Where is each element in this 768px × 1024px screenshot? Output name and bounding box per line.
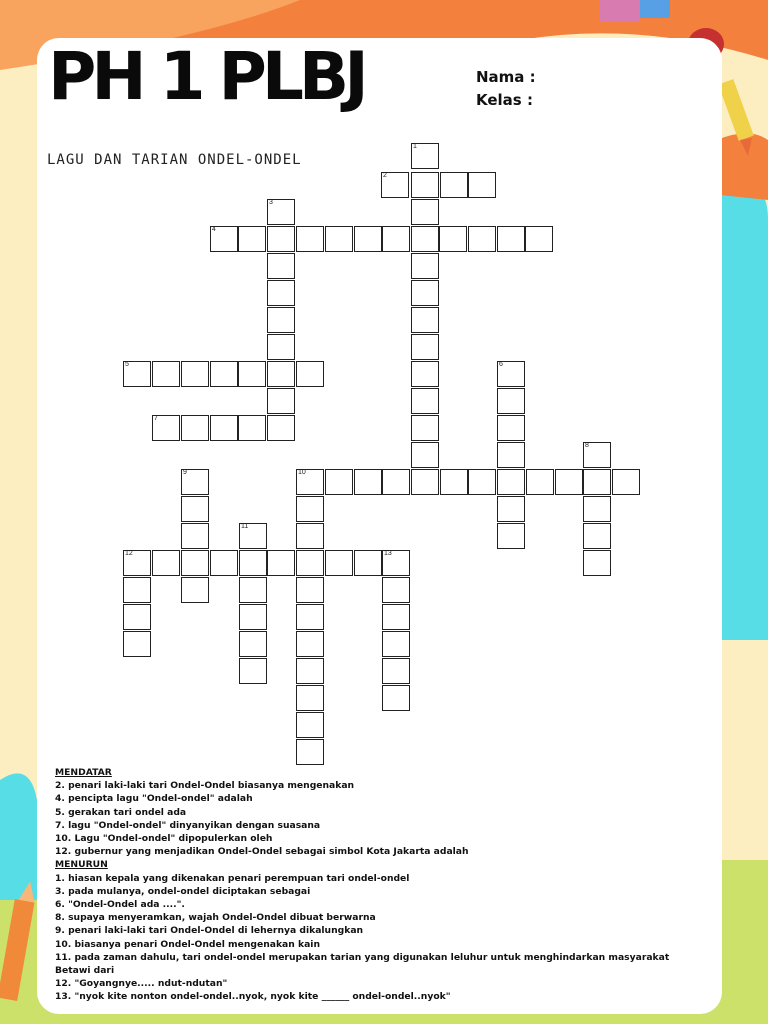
crossword-cell[interactable] [411, 172, 439, 198]
crossword-cell[interactable] [382, 550, 410, 576]
crossword-cell[interactable] [123, 631, 151, 657]
crossword-cell[interactable] [382, 685, 410, 711]
worksheet-subtitle: LAGU DAN TARIAN ONDEL-ONDEL [47, 152, 302, 168]
crossword-cell[interactable] [239, 523, 267, 549]
crossword-cell[interactable] [239, 604, 267, 630]
crossword-cell[interactable] [296, 712, 324, 738]
clue-number: 7 [154, 415, 158, 422]
clue-number: 13 [384, 550, 392, 557]
crossword-cell[interactable] [296, 631, 324, 657]
crossword-cell[interactable] [526, 469, 554, 495]
crossword-cell[interactable] [152, 361, 180, 387]
crossword-cell[interactable] [382, 577, 410, 603]
crossword-cell[interactable] [210, 361, 238, 387]
crossword-cell[interactable] [440, 172, 468, 198]
crossword-cell[interactable] [382, 604, 410, 630]
clue-number: 12 [125, 550, 133, 557]
crossword-cell[interactable] [555, 469, 583, 495]
crossword-cell[interactable] [267, 226, 295, 252]
crossword-cell[interactable] [583, 496, 611, 522]
crossword-cell[interactable] [612, 469, 640, 495]
crossword-cell[interactable] [267, 334, 295, 360]
crossword-cell[interactable] [181, 469, 209, 495]
crossword-cell[interactable] [181, 523, 209, 549]
crossword-cell[interactable] [296, 226, 324, 252]
crossword-cell[interactable] [468, 226, 496, 252]
crossword-cell[interactable] [440, 469, 468, 495]
crossword-cell[interactable] [267, 550, 295, 576]
crossword-cell[interactable] [296, 739, 324, 765]
clue-item: 11. pada zaman dahulu, tari ondel-ondel merupakan tarian yang digunakan leluhur untuk menghindarkan masyarakat Betawi dari [55, 951, 670, 977]
menurun-heading: MENURUN [55, 859, 108, 871]
clue-number: 8 [585, 442, 589, 449]
crossword-cell[interactable] [583, 442, 611, 468]
crossword-cell[interactable] [382, 658, 410, 684]
clue-item: 12. gubernur yang menjadikan Ondel-Ondel sebagai simbol Kota Jakarta adalah [55, 846, 469, 858]
clue-item: 5. gerakan tari ondel ada [55, 806, 187, 818]
clue-item: 7. lagu "Ondel-ondel" dinyanyikan dengan suasana [55, 819, 321, 831]
crossword-cell[interactable] [239, 658, 267, 684]
student-info [476, 66, 536, 112]
crossword-cell[interactable] [296, 469, 324, 495]
crossword-cell[interactable] [497, 415, 525, 441]
clue-number: 6 [499, 361, 503, 368]
clue-item: 1. hiasan kepala yang dikenakan penari perempuan tari ondel-ondel [55, 872, 410, 884]
clue-number: 4 [212, 226, 216, 233]
crossword-cell[interactable] [325, 469, 353, 495]
crossword-cell[interactable] [411, 253, 439, 279]
crossword-cell[interactable] [267, 415, 295, 441]
clue-item: 10. biasanya penari Ondel-Ondel mengenakan kain [55, 938, 320, 950]
crossword-cell[interactable] [411, 307, 439, 333]
crossword-cell[interactable] [267, 361, 295, 387]
crossword-cell[interactable] [296, 685, 324, 711]
crossword-cell[interactable] [267, 280, 295, 306]
crossword-cell[interactable] [239, 577, 267, 603]
crossword-cell[interactable] [411, 361, 439, 387]
crossword-cell[interactable] [381, 172, 409, 198]
crossword-cell[interactable] [411, 388, 439, 414]
crossword-cell[interactable] [583, 550, 611, 576]
crossword-cell[interactable] [296, 577, 324, 603]
crossword-cell[interactable] [210, 550, 238, 576]
crossword-cell[interactable] [181, 550, 209, 576]
crossword-cell[interactable] [497, 226, 525, 252]
crossword-cell[interactable] [468, 172, 496, 198]
crossword-cell[interactable] [497, 388, 525, 414]
crossword-cell[interactable] [497, 469, 525, 495]
crossword-cell[interactable] [325, 550, 353, 576]
crossword-cell[interactable] [210, 415, 238, 441]
clue-item: 12. "Goyangnye..... ndut-ndutan" [55, 978, 228, 990]
crossword-cell[interactable] [296, 523, 324, 549]
crossword-cell[interactable] [468, 469, 496, 495]
crossword-cell[interactable] [238, 415, 266, 441]
crossword-cell[interactable] [411, 226, 439, 252]
crossword-cell[interactable] [411, 442, 439, 468]
crossword-cell[interactable] [411, 199, 439, 225]
clue-item: 10. Lagu "Ondel-ondel" dipopulerkan oleh [55, 833, 273, 845]
crossword-cell[interactable] [411, 143, 439, 169]
crossword-cell[interactable] [239, 550, 267, 576]
crossword-cell[interactable] [181, 415, 209, 441]
crossword-cell[interactable] [411, 334, 439, 360]
clue-item: 13. "nyok kite nonton ondel-ondel..nyok, nyok kite ______ ondel-ondel..nyok" [55, 991, 451, 1003]
crossword-cell[interactable] [411, 469, 439, 495]
crossword-cell[interactable] [382, 631, 410, 657]
crossword-cell[interactable] [296, 658, 324, 684]
crossword-cell[interactable] [152, 550, 180, 576]
crossword-cell[interactable] [439, 226, 467, 252]
crossword-cell[interactable] [296, 604, 324, 630]
kelas-label: Kelas : [476, 91, 533, 109]
crossword-cell[interactable] [123, 577, 151, 603]
crossword-cell[interactable] [497, 361, 525, 387]
clue-item: 4. pencipta lagu "Ondel-ondel" adalah [55, 793, 253, 805]
crossword-cell[interactable] [497, 496, 525, 522]
crossword-cell[interactable] [238, 361, 266, 387]
crossword-cell[interactable] [354, 550, 382, 576]
clue-item: 6. "Ondel-Ondel ada ....". [55, 899, 185, 911]
crossword-cell[interactable] [123, 604, 151, 630]
crossword-cell[interactable] [123, 361, 151, 387]
page-title: PH 1 PLBJ [48, 38, 364, 115]
clue-item: 9. penari laki-laki tari Ondel-Ondel di lehernya dikalungkan [55, 925, 364, 937]
crossword-cell[interactable] [181, 496, 209, 522]
crossword-cell[interactable] [354, 226, 382, 252]
clue-item: 2. penari laki-laki tari Ondel-Ondel biasanya mengenakan [55, 780, 355, 792]
clue-item: 8. supaya menyeramkan, wajah Ondel-Ondel dibuat berwarna [55, 912, 376, 924]
crossword-cell[interactable] [583, 523, 611, 549]
crossword-cell[interactable] [152, 415, 180, 441]
crossword-cell[interactable] [296, 361, 324, 387]
clue-number: 3 [269, 199, 273, 206]
clue-item: 3. pada mulanya, ondel-ondel diciptakan sebagai [55, 885, 311, 897]
crossword-cell[interactable] [239, 631, 267, 657]
crossword-cell[interactable] [354, 469, 382, 495]
mendatar-heading: MENDATAR [55, 767, 112, 778]
crossword-cell[interactable] [181, 361, 209, 387]
crossword-cell[interactable] [181, 577, 209, 603]
crossword-cell[interactable] [583, 469, 611, 495]
crossword-cell[interactable] [267, 307, 295, 333]
crossword-cell[interactable] [267, 199, 295, 225]
crossword-cell[interactable] [382, 469, 410, 495]
clue-number: 1 [413, 143, 417, 150]
crossword-cell[interactable] [411, 280, 439, 306]
crossword-cell[interactable] [497, 523, 525, 549]
crossword-cell[interactable] [296, 496, 324, 522]
crossword-cell[interactable] [267, 388, 295, 414]
crossword-cell[interactable] [497, 442, 525, 468]
clue-number: 11 [241, 523, 249, 530]
crossword-cell[interactable] [123, 550, 151, 576]
clue-number: 5 [125, 361, 129, 368]
nama-label: Nama : [476, 68, 536, 86]
clue-number: 9 [183, 469, 187, 476]
clues-section [55, 766, 695, 1004]
clue-number: 10 [298, 469, 306, 476]
crossword-cell[interactable] [411, 415, 439, 441]
crossword-cell[interactable] [525, 226, 553, 252]
crossword-cell[interactable] [238, 226, 266, 252]
crossword-cell[interactable] [210, 226, 238, 252]
crossword-cell[interactable] [325, 226, 353, 252]
crossword-cell[interactable] [267, 253, 295, 279]
crossword-cell[interactable] [382, 226, 410, 252]
clue-number: 2 [383, 172, 387, 179]
crossword-cell[interactable] [296, 550, 324, 576]
